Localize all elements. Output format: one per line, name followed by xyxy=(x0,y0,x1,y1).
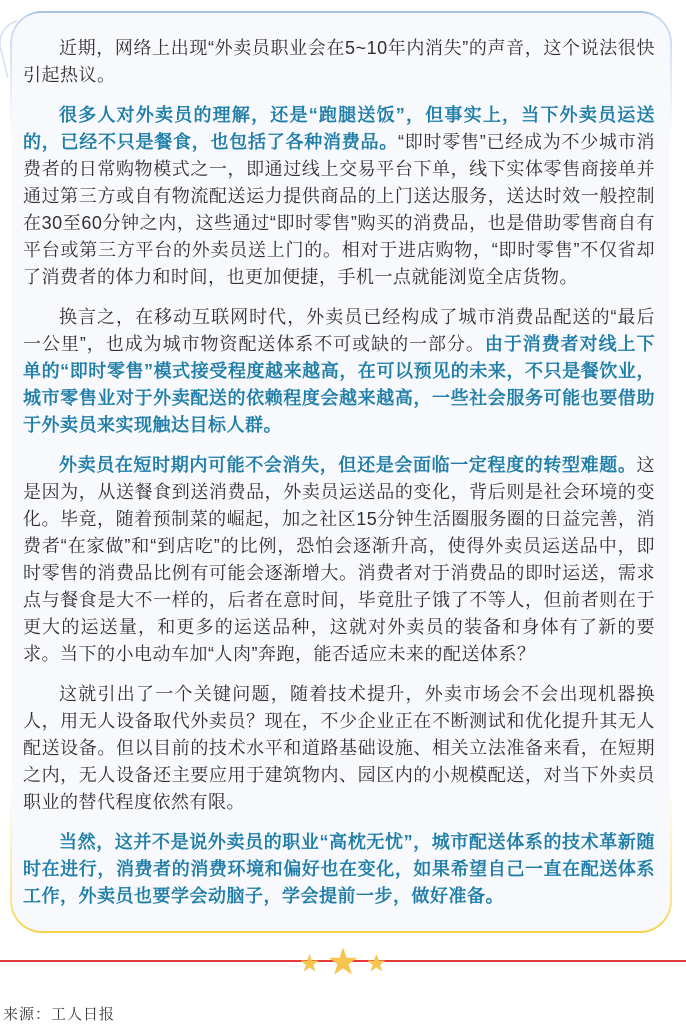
emphasis-text: 由于消费者对线上下单的“即时零售”模式接受程度越来越高，在可以预见的未来，不只是餐饮业，城市零售业对于外卖配送的依赖程度会越来越高，一些社会服务可能也要借助于外卖员来实现触达目标人群。 xyxy=(23,334,655,435)
emphasis-text: 很多人对外卖员的理解，还是“跑腿送饭”，但事实上，当下外卖员运送的，已经不只是餐食，也包括了各种消费品。 xyxy=(23,105,655,152)
source-label: 来源：工人日报 xyxy=(3,1006,116,1023)
paragraph xyxy=(23,102,655,291)
star-icon: ★ xyxy=(366,949,387,976)
paragraph xyxy=(23,304,655,439)
body-text: 换言之，在移动互联网时代，外卖员已经构成了城市消费品配送的“最后一公里”，也成为城市物资配送体系不可或缺的一部分。 xyxy=(23,307,655,354)
body-text: 这是因为，从送餐食到送消费品，外卖员运送品的变化，背后则是社会环境的变化。毕竟，随着预制菜的崛起，加之社区15分钟生活圈服务圈的日益完善，消费者“在家做”和“到店吃”的比例，恐怕会逐渐升高，使得外卖员运送品中，即时零售的消费品比例有可能会逐渐增大。消费者对于消费品的即时运送，需求点与餐食是大不一样的，后者在意时间，毕竟肚子饿了不等人，但前者则在于更大的运送量，和更多的运送品种，这就对外卖员的装备和身体有了新的要求。当下的小电动车加“人肉”奔跑，能否适应未来的配送体系？ xyxy=(23,455,655,664)
emphasis-text: 当然，这并不是说外卖员的职业“高枕无忧”，城市配送体系的技术革新随时在进行，消费者的消费环境和偏好也在变化，如果希望自己一直在配送体系工作，外卖员也要学会动脑子，学会提前一步，做好准备。 xyxy=(23,832,655,906)
body-text: 这就引出了一个关键问题，随着技术提升，外卖市场会不会出现机器换人，用无人设备取代外卖员？现在，不少企业正在不断测试和优化提升其无人配送设备。但以目前的技术水平和道路基础设施、相关立法准备来看，在短期之内，无人设备还主要应用于建筑物内、园区内的小规模配送，对当下外卖员职业的替代程度依然有限。 xyxy=(23,684,655,812)
paragraph xyxy=(23,681,655,816)
body-text: 近期，网络上出现“外卖员职业会在5~10年内消失”的声音，这个说法很快引起热议。 xyxy=(23,38,655,85)
paragraph xyxy=(23,829,655,910)
divider-line xyxy=(0,960,686,962)
star-decoration xyxy=(0,942,686,984)
article-body xyxy=(12,13,670,931)
body-text: “即时零售”已经成为不少城市消费者的日常购物模式之一，即通过线上交易平台下单，线下实体零售商接单并通过第三方或自有物流配送运力提供商品的上门送达服务，送达时效一般控制在30至60分钟之内，这些通过“即时零售”购买的消费品，也是借助零售商自有平台或第三方平台的外卖员送上门的。相对于进店购物，“即时零售”不仅省却了消费者的体力和时间，也更加便捷，手机一点就能浏览全店货物。 xyxy=(23,132,655,287)
emphasis-text: 外卖员在短时期内可能不会消失，但还是会面临一定程度的转型难题。 xyxy=(59,455,637,475)
star-icon: ★ xyxy=(299,949,320,976)
paragraph xyxy=(23,35,655,89)
paragraph xyxy=(23,452,655,668)
article-card xyxy=(10,11,672,933)
star-icon: ★ xyxy=(326,941,360,982)
